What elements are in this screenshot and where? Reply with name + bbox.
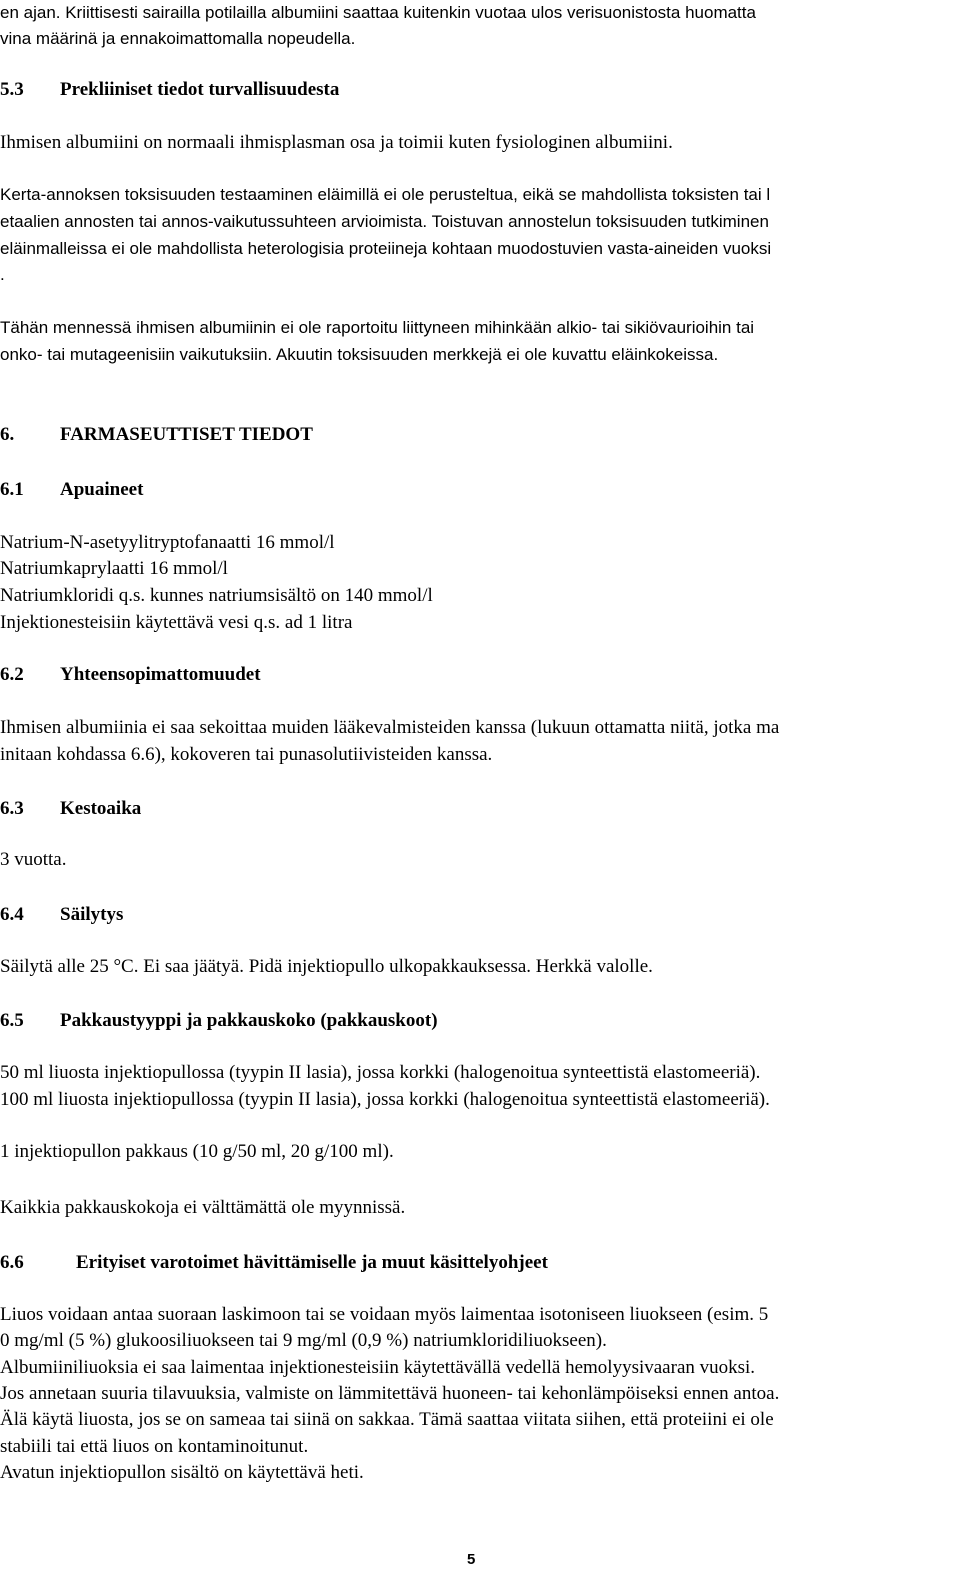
s66-line: Älä käytä liuosta, jos se on sameaa tai siinä on sakkaa. Tämä saattaa viitata siihen, että proteiini ei ole (0, 1409, 774, 1430)
section-number: 6.5 (0, 1010, 24, 1031)
section-title: Apuaineet (60, 479, 144, 500)
section-number: 6.3 (0, 798, 24, 819)
section-title: Yhteensopimattomuudet (60, 664, 261, 685)
s53-p2-line-4: . (0, 265, 5, 284)
section-6-1-heading (0, 480, 143, 499)
s53-p2-line-3: eläinmalleissa ei ole mahdollista heterologisia proteiineja kohtaan muodostuvien vasta-aineiden vuoksi (0, 239, 772, 258)
section-5-3-heading (0, 80, 339, 99)
section-6-heading (0, 425, 313, 444)
s53-p2-line-1: Kerta-annoksen toksisuuden testaaminen eläimillä ei ole perusteltua, eikä se mahdollista toksisten tai l (0, 185, 771, 204)
s65-line-3: 1 injektiopullon pakkaus (10 g/50 ml, 20 g/100 ml). (0, 1141, 394, 1162)
section-number: 5.3 (0, 79, 24, 100)
s66-line: Avatun injektiopullon sisältö on käytettävä heti. (0, 1462, 364, 1483)
page-number: 5 (467, 1551, 476, 1568)
s65-line-4: Kaikkia pakkauskokoja ei välttämättä ole myynnissä. (0, 1197, 406, 1218)
intro-line-2: vina määrinä ja ennakoimattomalla nopeudella. (0, 29, 356, 48)
section-6-4-heading (0, 905, 123, 924)
section-number: 6.6 (0, 1252, 24, 1273)
section-title: Kestoaika (60, 798, 142, 819)
section-title: Pakkaustyyppi ja pakkauskoko (pakkauskoot) (60, 1010, 438, 1031)
section-title: Säilytys (60, 904, 124, 925)
section-number: 6. (0, 424, 15, 445)
section-title: Erityiset varotoimet hävittämiselle ja muut käsittelyohjeet (76, 1252, 548, 1273)
s66-line: stabiili tai että liuos on kontaminoitunut. (0, 1436, 309, 1457)
s66-line: Liuos voidaan antaa suoraan laskimoon tai se voidaan myös laimentaa isotoniseen liuokseen (esim. 5 (0, 1304, 769, 1325)
s66-line: Jos annetaan suuria tilavuuksia, valmiste on lämmitettävä huoneen- tai kehonlämpöiseksi ennen antoa. (0, 1383, 780, 1404)
s66-line: Albumiiniliuoksia ei saa laimentaa injektionesteisiin käytettävällä vedellä hemolyysivaaran vuoksi. (0, 1357, 756, 1378)
excipient-item: Natriumkaprylaatti 16 mmol/l (0, 558, 228, 579)
section-6-6-heading (0, 1253, 548, 1272)
section-6-2-heading (0, 665, 261, 684)
excipient-item: Natriumkloridi q.s. kunnes natriumsisältö on 140 mmol/l (0, 585, 433, 606)
s65-line-2: 100 ml liuosta injektiopullossa (tyypin II lasia), jossa korkki (halogenoitua synteettistä elastomeeriä). (0, 1089, 770, 1110)
s62-line-1: Ihmisen albumiinia ei saa sekoittaa muiden lääkevalmisteiden kanssa (lukuun ottamatta niitä, jotka ma (0, 717, 780, 738)
s53-p2-line-2: etaalien annosten tai annos-vaikutussuhteen arvioimista. Toistuvan annostelun toksisuuden tutkiminen (0, 212, 769, 231)
s53-p3-line-2: onko- tai mutageenisiin vaikutuksiin. Akuutin toksisuuden merkkejä ei ole kuvattu eläinkokeissa. (0, 345, 719, 364)
s62-line-2: initaan kohdassa 6.6), kokoveren tai punasolutiivisteiden kanssa. (0, 744, 493, 765)
section-number: 6.4 (0, 904, 24, 925)
s65-line-1: 50 ml liuosta injektiopullossa (tyypin II lasia), jossa korkki (halogenoitua synteettistä elastomeeriä). (0, 1062, 761, 1083)
section-6-5-heading (0, 1011, 438, 1030)
section-number: 6.1 (0, 479, 24, 500)
s63-text: 3 vuotta. (0, 849, 67, 870)
s53-paragraph-1: Ihmisen albumiini on normaali ihmisplasman osa ja toimii kuten fysiologinen albumiini. (0, 132, 673, 153)
section-title: Prekliiniset tiedot turvallisuudesta (60, 79, 340, 100)
section-number: 6.2 (0, 664, 24, 685)
intro-line-1: en ajan. Kriittisesti sairailla potilailla albumiini saattaa kuitenkin vuotaa ulos verisuonistosta huomatta (0, 3, 756, 22)
excipient-item: Natrium-N-asetyylitryptofanaatti 16 mmol/l (0, 532, 335, 553)
s66-line: 0 mg/ml (5 %) glukoosiliuokseen tai 9 mg/ml (0,9 %) natriumkloridiliuokseen). (0, 1330, 607, 1351)
section-title: FARMASEUTTISET TIEDOT (60, 424, 313, 445)
s53-p3-line-1: Tähän mennessä ihmisen albumiinin ei ole raportoitu liittyneen mihinkään alkio- tai sikiövaurioihin tai (0, 318, 755, 337)
excipient-item: Injektionesteisiin käytettävä vesi q.s. ad 1 litra (0, 612, 353, 633)
section-6-3-heading (0, 799, 141, 818)
s64-text: Säilytä alle 25 °C. Ei saa jäätyä. Pidä injektiopullo ulkopakkauksessa. Herkkä valolle. (0, 956, 653, 977)
